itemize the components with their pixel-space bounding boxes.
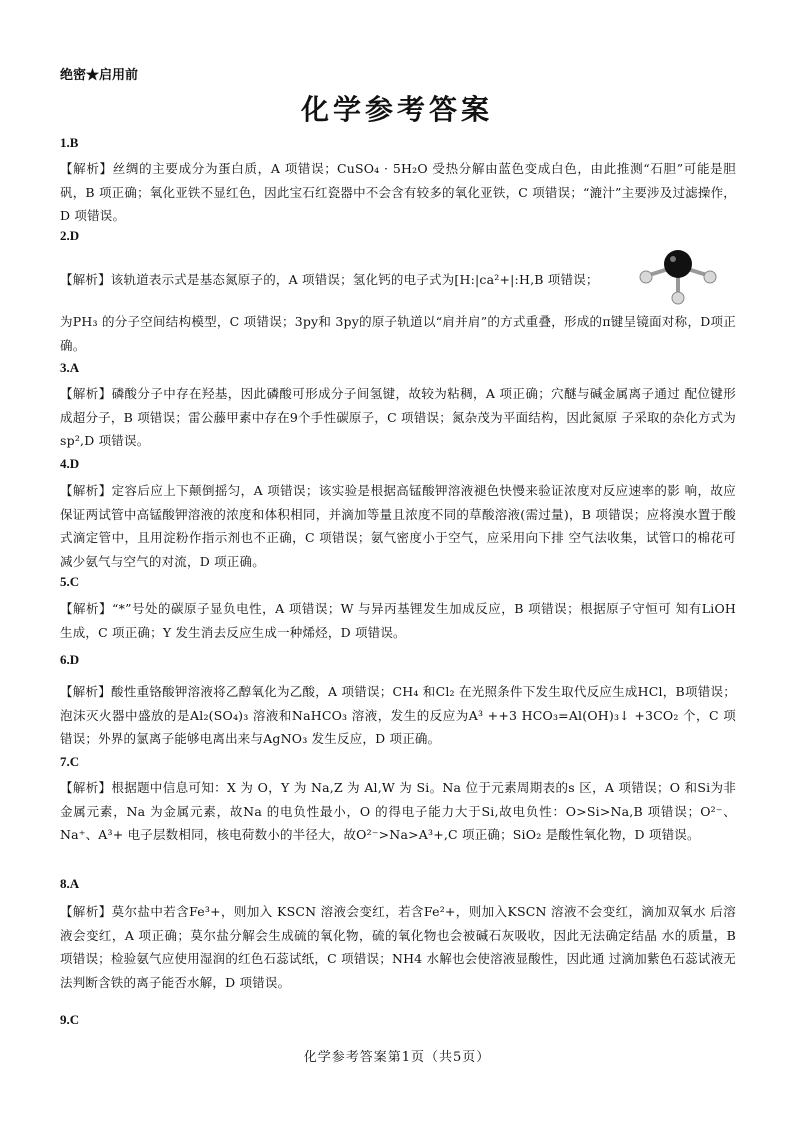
answer-label-3: 3.A — [60, 360, 80, 375]
answer-explanation-1: 【解析】丝绸的主要成分为蛋白质，A 项错误；CuSO₄ · 5H₂O 受热分解由蓝色变成白色，由此推测“石胆”可能是胆矾，B 项正确；氧化亚铁不显红色，因此宝石红瓷器中不会含有较多的氧化亚铁，C 项错误；“漉汁”主要涉及过滤操作，D 项错误。 — [60, 161, 736, 223]
page-title: 化学参考答案 — [300, 93, 493, 126]
answer-explanation-3: 【解析】磷酸分子中存在羟基，因此磷酸可形成分子间氢键，故较为粘稠，A 项正确；穴醚与碱金属离子通过 配位键形成超分子，B 项错误；雷公藤甲素中存在9个手性碳原子，C 项错误；氮杂茂为平面结构，因此氮原 子采取的杂化方式为sp²,D 项错误。 — [60, 386, 736, 448]
answer-explanation-4: 【解析】定容后应上下颠倒摇匀，A 项错误；该实验是根据高锰酸钾溶液褪色快慢来验证浓度对反应速率的影 响，故应保证两试管中高锰酸钾溶液的浓度和体积相同，并滴加等量且浓度不同的草酸溶液(需过量)，B 项错误；应将溴水置于酸式滴定管中，且用淀粉作指示剂也不正确，C 项错误；氨气密度小于空气，应采用向下排 空气法收集，试管口的棉花可减少氨气与空气的对流，D 项正确。 — [60, 483, 736, 569]
answer-label-2: 2.D — [60, 228, 80, 243]
answer-label-4: 4.D — [60, 456, 80, 471]
answer-label-8: 8.A — [60, 876, 80, 891]
answer-explanation-2-cont: 为PH₃ 的分子空间结构模型，C 项错误；3py和 3py的原子轨道以“肩并肩”的方式重叠，形成的π键呈镜面对称，D项正确。 — [60, 314, 736, 353]
page-footer: 化学参考答案第1页（共5页） — [303, 1050, 491, 1065]
ph3-molecule-model-icon — [636, 246, 720, 308]
answer-label-7: 7.C — [60, 754, 80, 769]
answer-label-6: 6.D — [60, 652, 80, 667]
answer-explanation-5: 【解析】“*”号处的碳原子显负电性，A 项错误；W 与异丙基锂发生加成反应，B 项错误；根据原子守恒可 知有LiOH 生成，C 项正确；Y 发生消去反应生成一种烯烃，D 项错误。 — [60, 601, 736, 640]
answer-label-9: 9.C — [60, 1012, 80, 1027]
answer-explanation-8: 【解析】莫尔盐中若含Fe³+，则加入 KSCN 溶液会变红，若含Fe²+，则加入KSCN 溶液不会变红，滴加双氧水 后溶液会变红，A 项正确；莫尔盐分解会生成硫的氧化物，硫的氧化物也会被碱石灰吸收，因此无法确定结晶 水的质量，B 项错误；检验氨气应使用湿润的红色石蕊试纸，C 项错误；NH4 水解也会使溶液显酸性，因此通 过滴加紫色石蕊试液无法判断含铁的离子能否水解，D 项错误。 — [60, 904, 736, 990]
answer-label-5: 5.C — [60, 574, 80, 589]
answer-explanation-2: 【解析】该轨道表示式是基态氮原子的，A 项错误；氢化钙的电子式为[H:|ca²+|:H,B 项错误； — [60, 272, 599, 287]
answer-explanation-7: 【解析】根据题中信息可知：X 为 O，Y 为 Na,Z 为 Al,W 为 Si。Na 位于元素周期表的s 区，A 项错误；O 和Si为非金属元素，Na 为金属元素，故Na 的电负性最小，O 的得电子能力大于Si,故电负性：O>Si>Na,B 项错误；O²⁻、Na⁺、A³+ 电子层数相同，核电荷数小的半径大，故O²⁻>Na>A³+,C 项正确；SiO₂ 是酸性氧化物，D 项错误。 — [60, 780, 736, 842]
answer-explanation-6: 【解析】酸性重铬酸钾溶液将乙醇氧化为乙酸，A 项错误；CH₄ 和Cl₂ 在光照条件下发生取代反应生成HCl，B项错误；泡沫灭火器中盛放的是Al₂(SO₄)₃ 溶液和NaHCO₃ 溶液，发生的反应为A³ ++3 HCO₃=Al(OH)₃↓ +3CO₂ 个，C 项错误；外界的氯离子能够电离出来与AgNO₃ 发生反应，D 项正确。 — [60, 684, 736, 746]
secret-mark: 绝密★启用前 — [60, 68, 139, 83]
answer-label-1: 1.B — [60, 135, 79, 150]
